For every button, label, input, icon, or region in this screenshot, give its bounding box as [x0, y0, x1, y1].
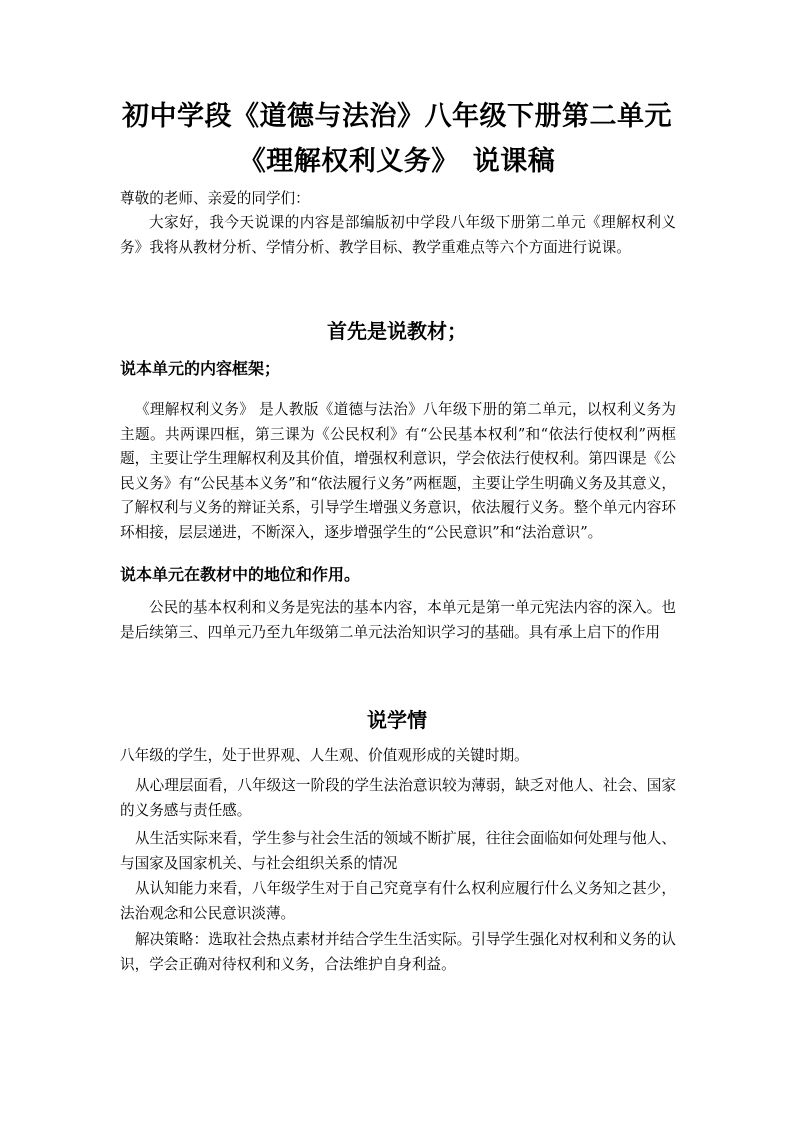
unit-position-paragraph: 公民的基本权利和义务是宪法的基本内容，本单元是第一单元宪法内容的深入。也是后续第三、四单元乃至九年级第二单元法治知识学习的基础。具有承上启下的作用 [120, 599, 676, 641]
learners-paragraph-2: 从心理层面看，八年级这一阶段的学生法治意识较为薄弱，缺乏对他人、社会、国家的义务感与责任感。 [120, 777, 676, 819]
learners-paragraph-5: 解决策略：选取社会热点素材并结合学生生活实际。引导学生强化对权利和义务的认识，学会正确对待权利和义务，合法维护自身利益。 [120, 931, 676, 973]
section-heading-textbook: 首先是说教材； [327, 319, 467, 343]
section-heading-learners: 说学情 [367, 708, 427, 732]
greeting: 尊敬的老师、亲爱的同学们： [120, 190, 310, 207]
subheading-unit-framework: 说本单元的内容框架； [120, 359, 281, 378]
learners-paragraph-1: 八年级的学生，处于世界观、人生观、价值观形成的关键时期。 [120, 747, 529, 764]
subheading-unit-position: 说本单元在教材中的地位和作用。 [120, 565, 361, 584]
document-title-line-2: 《理解权利义务》 说课稿 [238, 146, 556, 177]
document-title-line-1: 初中学段《道德与法治》八年级下册第二单元 [122, 101, 672, 132]
learners-paragraph-4: 从认知能力来看，八年级学生对于自己究竟享有什么权利应履行什么义务知之甚少，法治观念和公民意识淡薄。 [120, 880, 676, 922]
learners-paragraph-3: 从生活实际来看，学生参与社会生活的领域不断扩展，往往会面临如何处理与他人、与国家及国家机关、与社会组织关系的情况 [120, 830, 676, 872]
unit-framework-paragraph: 《理解权利义务》 是人教版《道德与法治》八年级下册的第二单元，以权利义务为主题。共两课四框，第三课为《公民权利》有“公民基本权利”和“依法行使权利”两框题，主要让学生理解权利及其价值，增强权利意识，学会依法行使权利。第四课是《公民义务》有“公民基本义务”和“依法履行义务”两框题，主要让学生明确义务及其意义，了解权利与义务的辩证关系，引导学生增强义务意识，依法履行义务。整个单元内容环环相接，层层递进，不断深入，逐步增强学生的“公民意识”和“法治意识”。 [120, 401, 676, 541]
intro-paragraph: 大家好，我今天说课的内容是部编版初中学段八年级下册第二单元《理解权利义务》我将从教材分析、学情分析、教学目标、教学重难点等六个方面进行说课。 [120, 214, 676, 256]
